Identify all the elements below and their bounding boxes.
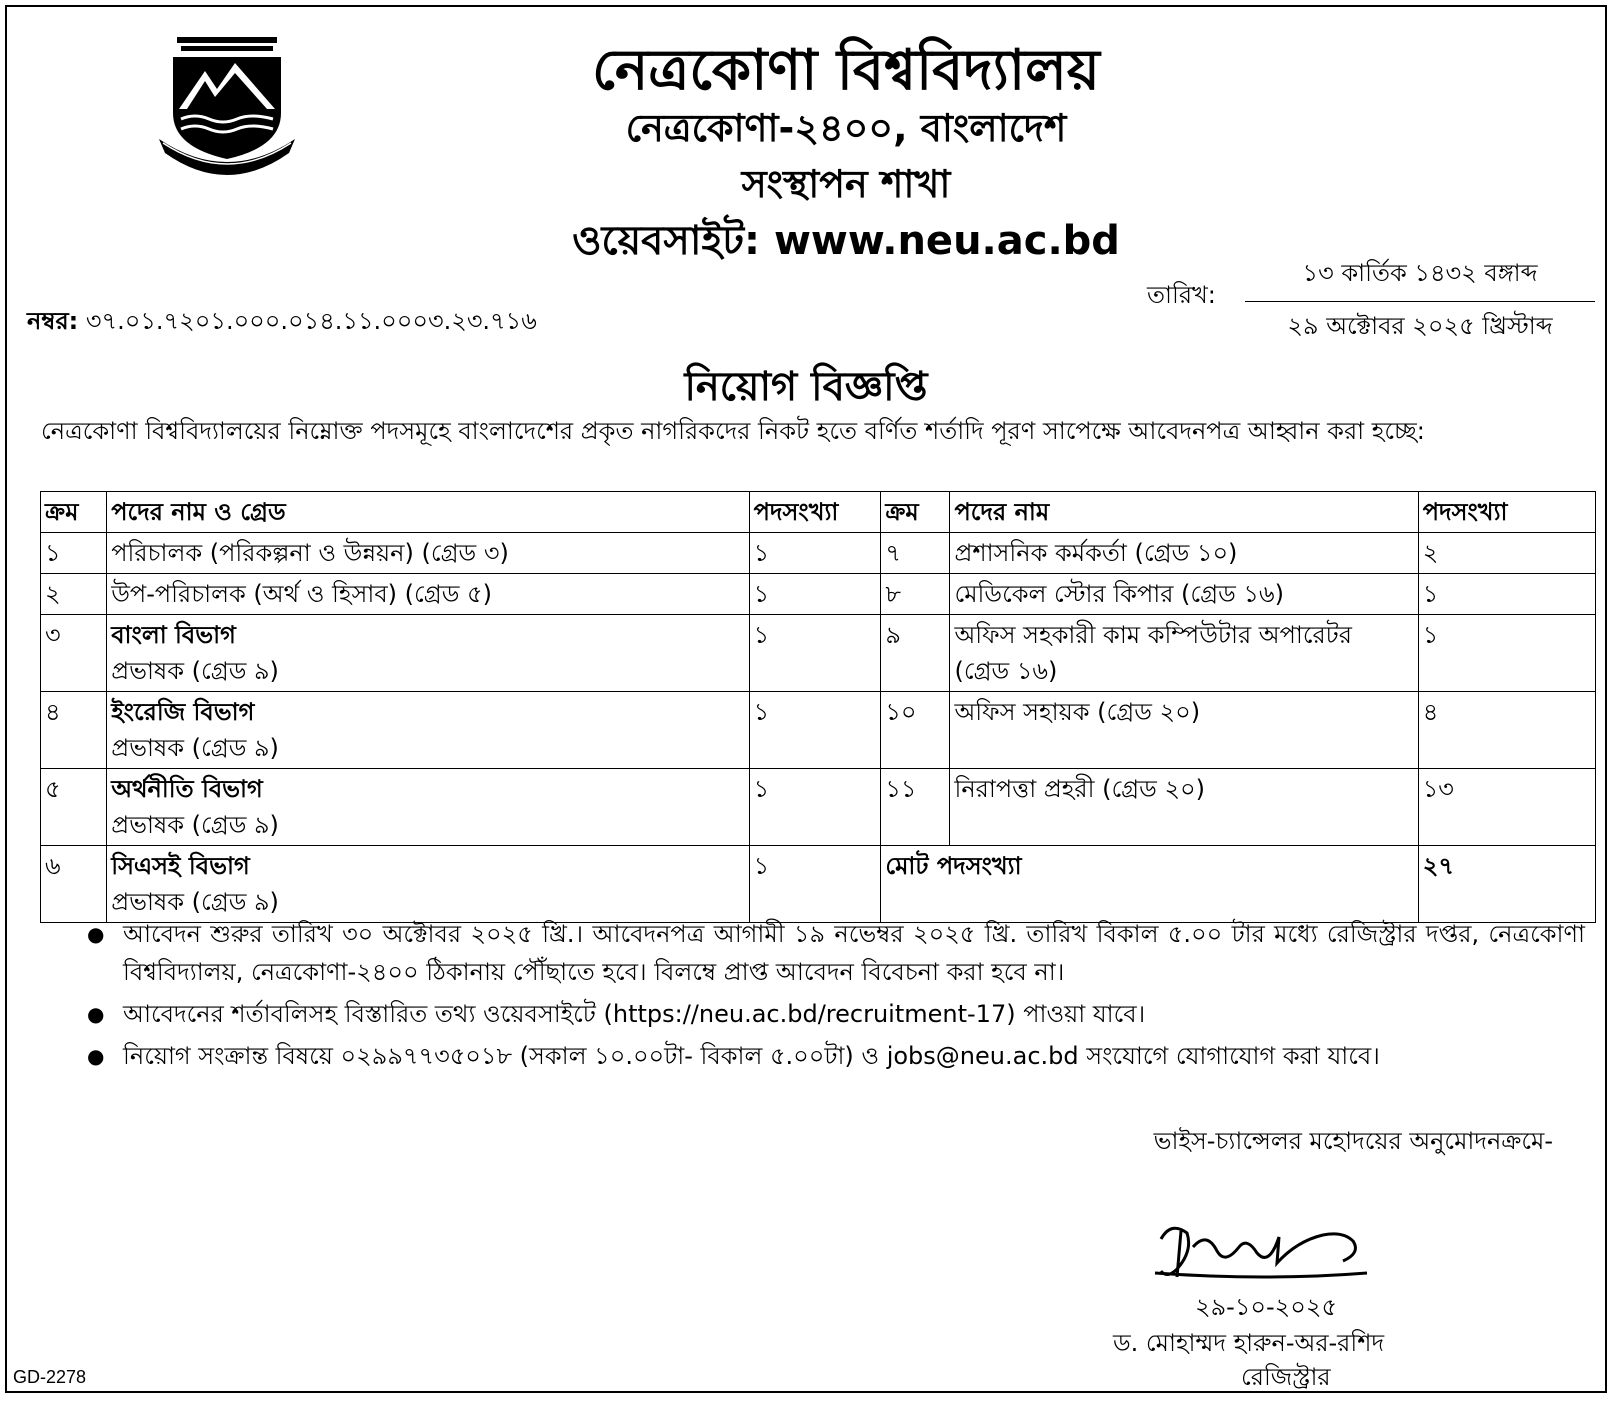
signatory-name: ড. মোহাম্মদ হারুন-অর-রশিদ	[1113, 1329, 1385, 1357]
instructions-list	[87, 915, 1585, 1079]
post-cell: মেডিকেল স্টোর কিপার (গ্রেড ১৬)	[950, 574, 1418, 615]
post-cell	[107, 769, 749, 846]
list-item: ● নিয়োগ সংক্রান্ত বিষয়ে ০২৯৯৭৭৩৫০১৮ (সকাল ১০.০০টা- বিকাল ৫.০০টা) ও jobs@neu.ac.bd সংযোগে যোগাযোগ করা যাবে।	[87, 1037, 1585, 1075]
post-cell: উপ-পরিচালক (অর্থ ও হিসাব) (গ্রেড ৫)	[107, 574, 749, 615]
header-serial-2: ক্রম	[881, 492, 950, 533]
list-item: ● আবেদনের শর্তাবলিসহ বিস্তারিত তথ্য ওয়েবসাইটে (https://neu.ac.bd/recruitment-17) পাওয়া যাবে।	[87, 995, 1585, 1033]
reference-number-line	[27, 303, 537, 343]
intro-paragraph: নেত্রকোণা বিশ্ববিদ্যালয়ের নিম্নোক্ত পদসমূহে বাংলাদেশের প্রকৃত নাগরিকদের নিকট হতে বর্ণিত শর্তাদি পূরণ সাপেক্ষে আবেদনপত্র আহ্বান করা হচ্ছে:	[41, 417, 1425, 445]
table-row	[41, 692, 1596, 769]
university-name: নেত্রকোণা বিশ্ববিদ্যালয়	[592, 38, 1100, 103]
header-post-count-1: পদসংখ্যা	[749, 492, 881, 533]
serial-cell: ৭	[881, 533, 950, 574]
reference-label: নম্বর:	[27, 307, 79, 335]
signature-date: ২৯-১০-২০২৫	[1195, 1293, 1338, 1321]
header-post-count-2: পদসংখ্যা	[1418, 492, 1595, 533]
post-cell: অফিস সহায়ক (গ্রেড ২০)	[950, 692, 1418, 769]
count-cell: ১	[749, 615, 881, 692]
post-cell: পরিচালক (পরিকল্পনা ও উন্নয়ন) (গ্রেড ৩)	[107, 533, 749, 574]
date-label: তারিখ:	[1147, 281, 1216, 309]
total-label: মোট পদসংখ্যা	[881, 846, 1418, 923]
header-post-name-grade: পদের নাম ও গ্রেড	[107, 492, 749, 533]
post-name: প্রভাষক (গ্রেড ৯)	[111, 811, 279, 839]
count-cell: ২	[1418, 533, 1595, 574]
count-cell: ১	[749, 533, 881, 574]
date-gregorian: ২৯ অক্টোবর ২০২৫ খ্রিস্টাব্দ	[1245, 301, 1595, 348]
count-cell: ১	[749, 769, 881, 846]
table-row	[41, 533, 1596, 574]
notice-title: নিয়োগ বিজ্ঞপ্তি	[684, 364, 928, 410]
post-name: প্রভাষক (গ্রেড ৯)	[111, 657, 279, 685]
post-cell: অফিস সহকারী কাম কম্পিউটার অপারেটর (গ্রেড ১৬)	[950, 615, 1418, 692]
count-cell: ১	[1418, 574, 1595, 615]
post-cell	[107, 692, 749, 769]
section-name: সংস্থাপন শাখা	[741, 162, 951, 206]
department-name: সিএসই বিভাগ	[111, 852, 250, 880]
table-row	[41, 769, 1596, 846]
department-name: ইংরেজি বিভাগ	[111, 698, 255, 726]
post-cell	[107, 846, 749, 923]
notice-page	[5, 5, 1607, 1393]
header-serial-1: ক্রম	[41, 492, 107, 533]
table-header-row	[41, 492, 1596, 533]
serial-cell: ৩	[41, 615, 107, 692]
count-cell: ১৩	[1418, 769, 1595, 846]
header-post-name: পদের নাম	[950, 492, 1418, 533]
date-bangla: ১৩ কার্তিক ১৪৩২ বঙ্গাব্দ	[1302, 259, 1538, 287]
department-name: বাংলা বিভাগ	[111, 621, 236, 649]
count-cell: ১	[749, 692, 881, 769]
count-cell: ১	[749, 574, 881, 615]
count-cell: ১	[1418, 615, 1595, 692]
serial-cell: ১০	[881, 692, 950, 769]
count-cell: ৪	[1418, 692, 1595, 769]
total-value: ২৭	[1418, 846, 1595, 923]
table-row	[41, 615, 1596, 692]
department-name: অর্থনীতি বিভাগ	[111, 775, 263, 803]
serial-cell: ৪	[41, 692, 107, 769]
post-cell: নিরাপত্তা প্রহরী (গ্রেড ২০)	[950, 769, 1418, 846]
post-name: প্রভাষক (গ্রেড ৯)	[111, 734, 279, 762]
signatory-title: রেজিস্ট্রার	[1241, 1363, 1331, 1391]
serial-cell: ৬	[41, 846, 107, 923]
university-address: নেত্রকোণা-২৪০০, বাংলাদেশ	[625, 106, 1067, 150]
count-cell: ১	[749, 846, 881, 923]
list-item: ● আবেদন শুরুর তারিখ ৩০ অক্টোবর ২০২৫ খ্রি.। আবেদনপত্র আগামী ১৯ নভেম্বর ২০২৫ খ্রি. তারিখ বিকাল ৫.০০ টার মধ্যে রেজিস্ট্রার দপ্তর, নেত্রকোণা বিশ্ববিদ্যালয়, নেত্রকোণা-২৪০০ ঠিকানায় পৌঁছাতে হবে। বিলম্বে প্রাপ্ত আবেদন বিবেচনা করা হবে না।	[87, 915, 1585, 991]
footer-code: GD-2278	[13, 1367, 87, 1387]
approval-line: ভাইস-চ্যান্সেলর মহোদয়ের অনুমোদনক্রমে-	[1153, 1127, 1553, 1155]
serial-cell: ৮	[881, 574, 950, 615]
post-cell: প্রশাসনিক কর্মকর্তা (গ্রেড ১০)	[950, 533, 1418, 574]
serial-cell: ১১	[881, 769, 950, 846]
reference-number: ৩৭.০১.৭২০১.০০০.০১৪.১১.০০০৩.২৩.৭১৬	[85, 307, 537, 335]
table-row	[41, 846, 1596, 923]
serial-cell: ১	[41, 533, 107, 574]
serial-cell: ৯	[881, 615, 950, 692]
post-name: প্রভাষক (গ্রেড ৯)	[111, 888, 279, 916]
serial-cell: ২	[41, 574, 107, 615]
posts-table	[40, 491, 1596, 923]
table-row	[41, 574, 1596, 615]
serial-cell: ৫	[41, 769, 107, 846]
date-box	[1245, 253, 1595, 348]
website-line: ওয়েবসাইট: www.neu.ac.bd	[572, 218, 1120, 264]
post-cell	[107, 615, 749, 692]
